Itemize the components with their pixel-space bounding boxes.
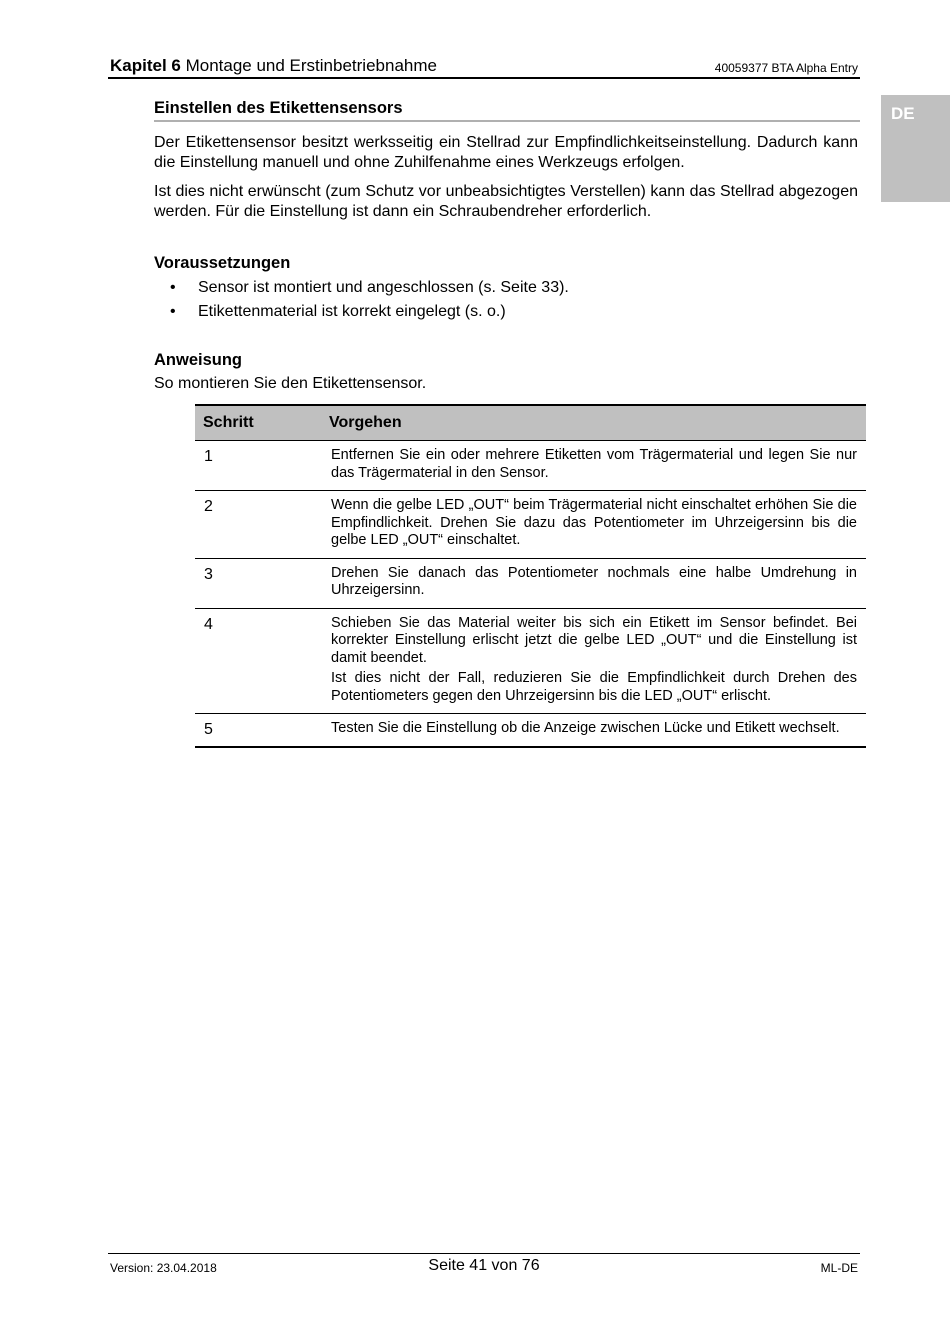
table-row [195,609,866,715]
bullet-icon: • [170,303,176,320]
section-paragraph: Der Etikettensensor besitzt werksseitig ein Stellrad zur Empfindlichkeitseinstellung. Dadurch kann die Einstellung manuell und ohne Zuhilfenahme eines Werkzeugs erfolgen. [154,134,858,171]
chapter-header [110,56,437,76]
header-divider [108,77,860,79]
step-description [331,720,857,738]
step-number: 3 [204,565,213,583]
step-text: Wenn die gelbe LED „OUT“ beim Trägermaterial nicht einschaltet erhöhen Sie die Empfindlichkeit. Drehen Sie dazu das Potentiometer im Uhrzeigersinn bis die gelbe LED „OUT“ einschaltet. [331,497,857,548]
footer-page-number: Seite 41 von 76 [428,1257,540,1274]
table-row [195,441,866,491]
chapter-title: Montage und Erstinbetriebnahme [185,56,437,75]
step-text: Schieben Sie das Material weiter bis sich ein Etikett im Sensor befindet. Bei korrekter Einstellung erlischt jetzt die gelbe LED „OUT“ und die Einstellung ist damit beendet. [331,614,857,666]
step-number: 4 [204,615,213,633]
column-header-step: Schritt [203,414,254,431]
step-description [331,447,857,482]
step-description [331,497,857,550]
chapter-label: Kapitel 6 [110,56,181,75]
section-paragraph: Ist dies nicht erwünscht (zum Schutz vor unbeabsichtigtes Verstellen) kann das Stellrad abgezogen werden. Für die Einstellung ist dann ein Schraubendreher erforderlich. [154,183,858,220]
step-number: 2 [204,498,213,515]
step-text: Testen Sie die Einstellung ob die Anzeige zwischen Lücke und Etikett wechselt. [331,720,840,736]
table-row [195,714,866,748]
footer-version: Version: 23.04.2018 [110,1261,217,1275]
section-title: Einstellen des Etikettensensors [154,99,403,117]
instruction-intro: So montieren Sie den Etikettensensor. [154,375,427,392]
prerequisites-heading: Voraussetzungen [154,254,291,272]
prerequisite-text: Sensor ist montiert und angeschlossen (s. Seite 33). [198,279,569,296]
step-description [331,565,857,600]
language-tab-label: DE [891,104,915,123]
step-text: Entfernen Sie ein oder mehrere Etiketten vom Trägermaterial und legen Sie nur das Trägermaterial in den Sensor. [331,447,857,481]
footer-divider [108,1253,860,1254]
step-text: Ist dies nicht der Fall, reduzieren Sie die Empfindlichkeit durch Drehen des Potentiometers gegen den Uhrzeigersinn bis die LED „OUT“ erlischt. [331,670,857,704]
bullet-icon: • [170,279,176,296]
steps-table [195,404,866,748]
document-id: 40059377 BTA Alpha Entry [714,61,858,75]
language-tab [881,95,950,202]
step-text: Drehen Sie danach das Potentiometer nochmals eine halbe Umdrehung in Uhrzeigersinn. [331,564,857,598]
instruction-heading: Anweisung [154,351,243,369]
section-title-underline [154,120,860,122]
step-number: 1 [204,448,213,465]
table-row [195,559,866,609]
step-description [331,615,857,706]
footer-code: ML-DE [820,1261,858,1275]
table-row [195,491,866,559]
step-number: 5 [204,721,213,738]
column-header-procedure: Vorgehen [329,414,402,431]
prerequisite-text: Etikettenmaterial ist korrekt eingelegt (s. o.) [198,303,506,320]
table-header-row [195,404,866,441]
